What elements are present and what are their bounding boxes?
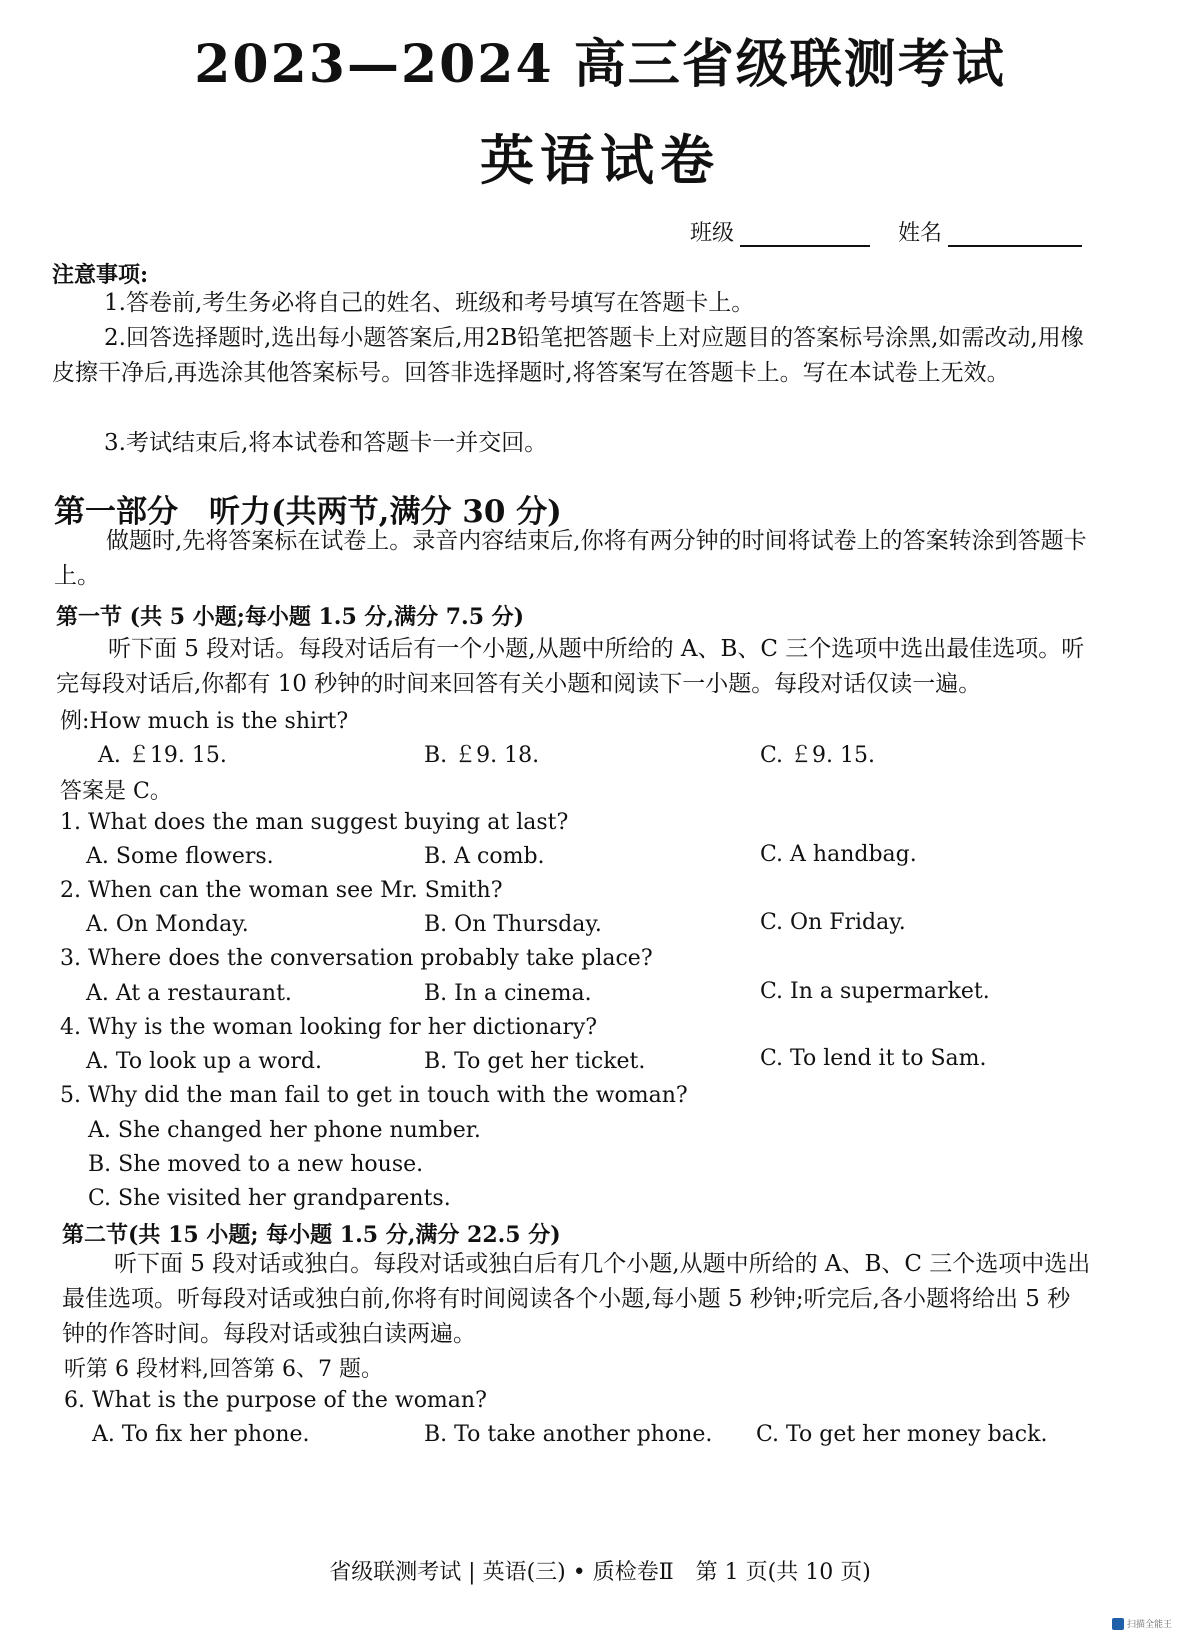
material-6: 听第 6 段材料,回答第 6、7 题。	[64, 1357, 383, 1382]
section1-heading: 第一节 (共 5 小题;每小题 1.5 分,满分 7.5 分)	[56, 604, 525, 630]
option-3c[interactable]: C. In a supermarket.	[760, 979, 990, 1004]
exam-title: 2023—2024 高三省级联测考试	[194, 34, 1006, 95]
question-2: 2. When can the woman see Mr. Smith?	[60, 878, 503, 903]
option-4b[interactable]: B. To get her ticket.	[424, 1049, 646, 1074]
option-1c[interactable]: C. A handbag.	[760, 842, 917, 867]
section2-instructions: 听下面 5 段对话或独白。每段对话或独白后有几个小题,从题中所给的 A、B、C 三个选项中选出最佳选项。听每段对话或独白前,你将有时间阅读各个小题,每小题 5 秒钟;听完后,各小题将给出 5 秒钟的作答时间。每段对话或独白读两遍。	[62, 1251, 1091, 1347]
example-option-b: B. ￡9. 18.	[424, 743, 540, 768]
example-answer: 答案是 C。	[60, 779, 172, 804]
option-6b[interactable]: B. To take another phone.	[424, 1422, 713, 1447]
name-blank[interactable]	[948, 223, 1082, 247]
class-blank[interactable]	[740, 223, 870, 247]
example-question: 例:How much is the shirt?	[60, 709, 349, 734]
option-3b[interactable]: B. In a cinema.	[424, 981, 592, 1006]
option-6c[interactable]: C. To get her money back.	[756, 1422, 1048, 1447]
part1-heading: 第一部分 听力(共两节,满分 30 分)	[54, 494, 562, 530]
page-footer: 省级联测考试 | 英语(三) • 质检卷Ⅱ 第 1 页(共 10 页)	[329, 1560, 871, 1585]
scanner-app-icon	[1112, 1618, 1124, 1630]
scanner-stamp-text: 扫描全能王	[1126, 1620, 1172, 1630]
question-3: 3. Where does the conversation probably take place?	[60, 946, 653, 971]
option-2b[interactable]: B. On Thursday.	[424, 912, 602, 937]
option-2a[interactable]: A. On Monday.	[86, 912, 249, 937]
name-field[interactable]	[898, 216, 1082, 247]
section1-instructions: 听下面 5 段对话。每段对话后有一个小题,从题中所给的 A、B、C 三个选项中选出最佳选项。听完每段对话后,你都有 10 秒钟的时间来回答有关小题和阅读下一小题。每段对话仅读一遍。	[56, 636, 1085, 697]
section2-heading: 第二节(共 15 小题; 每小题 1.5 分,满分 22.5 分)	[62, 1222, 561, 1248]
notice-heading: 注意事项:	[52, 262, 149, 288]
scanner-stamp	[1112, 1617, 1172, 1630]
name-label: 姓名	[898, 221, 943, 246]
option-6a[interactable]: A. To fix her phone.	[92, 1422, 310, 1447]
exam-subtitle: 英语试卷	[480, 128, 720, 192]
class-field[interactable]	[690, 216, 870, 247]
option-4c[interactable]: C. To lend it to Sam.	[760, 1046, 987, 1071]
option-1b[interactable]: B. A comb.	[424, 844, 545, 869]
notice-item: 2.回答选择题时,选出每小题答案后,用2B铅笔把答题卡上对应题目的答案标号涂黑,如需改动,用橡皮擦干净后,再选涂其他答案标号。回答非选择题时,将答案写在答题卡上。写在本试卷上无效。	[52, 325, 1084, 386]
example-option-c: C. ￡9. 15.	[760, 743, 876, 768]
question-1: 1. What does the man suggest buying at last?	[60, 810, 569, 835]
notice-item: 3.考试结束后,将本试卷和答题卡一并交回。	[104, 430, 548, 456]
notice-item: 1.答卷前,考生务必将自己的姓名、班级和考号填写在答题卡上。	[104, 290, 755, 316]
option-5b[interactable]: B. She moved to a new house.	[88, 1152, 424, 1177]
option-1a[interactable]: A. Some flowers.	[86, 844, 274, 869]
example-option-a: A. ￡19. 15.	[98, 743, 227, 768]
option-4a[interactable]: A. To look up a word.	[86, 1049, 322, 1074]
option-3a[interactable]: A. At a restaurant.	[86, 981, 292, 1006]
option-5c[interactable]: C. She visited her grandparents.	[88, 1186, 451, 1211]
class-label: 班级	[690, 221, 735, 246]
part1-intro: 做题时,先将答案标在试卷上。录音内容结束后,你将有两分钟的时间将试卷上的答案转涂到答题卡上。	[54, 528, 1087, 589]
option-2c[interactable]: C. On Friday.	[760, 910, 906, 935]
question-4: 4. Why is the woman looking for her dictionary?	[60, 1015, 598, 1040]
option-5a[interactable]: A. She changed her phone number.	[88, 1118, 481, 1143]
question-6: 6. What is the purpose of the woman?	[64, 1388, 487, 1413]
question-5: 5. Why did the man fail to get in touch with the woman?	[60, 1083, 688, 1108]
